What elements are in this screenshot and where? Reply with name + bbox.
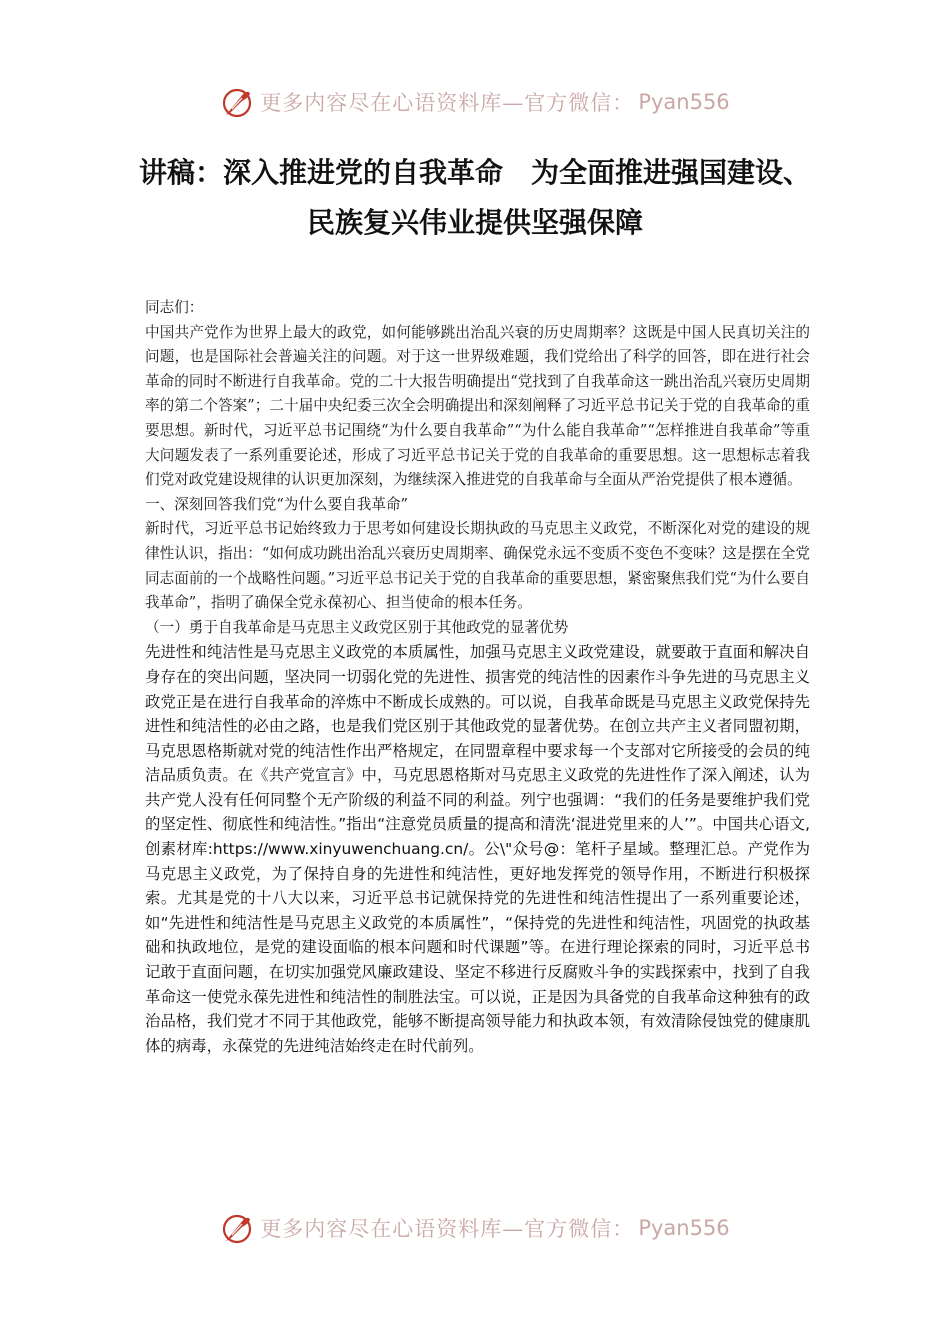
- quill-pen-circle-icon: [220, 1211, 254, 1245]
- document-body: [145, 296, 810, 1058]
- section-1-heading: 一、深刻回答我们党“为什么要自我革命”: [145, 495, 409, 513]
- subsection-1-paragraph: 先进性和纯洁性是马克思主义政党的本质属性，加强马克思主义政党建设，就要敢于直面和解决自身存在的突出问题，坚决同一切弱化党的先进性、损害党的纯洁性的因素作斗争先进的马克思主义政党正是在进行自我革命的淬炼中不断成长成熟的。可以说，自我革命既是马克思主义政党保持先进性和纯洁性的必由之路，也是我们党区别于其他政党的显著优势。在创立共产主义者同盟初期，马克思恩格斯就对党的纯洁性作出严格规定，在同盟章程中要求每一个支部对它所接受的会员的纯洁品质负责。在《共产党宣言》中，马克思恩格斯对马克思主义政党的先进性作了深入阐述，认为共产党人没有任何同整个无产阶级的利益不同的利益。列宁也强调：“我们的任务是要维护我们党的坚定性、彻底性和纯洁性。”指出“注意党员质量的提高和清洗‘混进党里来的人’”。中国共心语文,创素材库:https://www.xinyuwenchuang.cn/。公\"众号@：笔杆子星域。整理汇总。产党作为马克思主义政党，为了保持自身的先进性和纯洁性，更好地发挥党的领导作用，不断进行积极探索。尤其是党的十八大以来，习近平总书记就保持党的先进性和纯洁性提出了一系列重要论述，如“先进性和纯洁性是马克思主义政党的本质属性”，“保持党的先进性和纯洁性，巩固党的执政基础和执政地位，是党的建设面临的根本问题和时代课题”等。在进行理论探索的同时，习近平总书记敢于直面问题，在切实加强党风廉政建设、坚定不移进行反腐败斗争的实践探索中，找到了自我革命这一使党永葆先进性和纯洁性的制胜法宝。可以说，正是因为具备党的自我革命这种独有的政治品格，我们党才不同于其他政党，能够不断提高领导能力和执政本领，有效清除侵蚀党的健康肌体的病毒，永葆党的先进纯洁始终走在时代前列。: [145, 643, 810, 1055]
- title-line-2: 民族复兴伟业提供坚强保障: [306, 206, 643, 239]
- section-1-paragraph: 新时代，习近平总书记始终致力于思考如何建设长期执政的马克思主义政党，不断深化对党的建设的规律性认识，指出：“如何成功跳出治乱兴衰历史周期率、确保党永远不变质不变色不变味？这是摆在全党同志面前的一个战略性问题。”习近平总书记关于党的自我革命的重要思想，紧密聚焦我们党“为什么要自我革命”，指明了确保全党永葆初心、担当使命的根本任务。: [145, 520, 810, 612]
- watermark-id: Pyan556: [638, 90, 730, 114]
- salutation: 同志们：: [145, 299, 204, 316]
- watermark-text: 更多内容尽在心语资料库—官方微信：: [260, 1217, 635, 1241]
- serif-section: [145, 296, 810, 640]
- title-line-1: 讲稿：深入推进党的自我革命 为全面推进强国建设、: [138, 156, 811, 189]
- quill-pen-circle-icon: [220, 85, 254, 119]
- watermark-text: 更多内容尽在心语资料库—官方微信：: [260, 91, 635, 115]
- sans-section: [145, 640, 810, 1058]
- intro-paragraph: 中国共产党作为世界上最大的政党，如何能够跳出治乱兴衰的历史周期率？这既是中国人民真切关注的问题，也是国际社会普遍关注的问题。对于这一世界级难题，我们党给出了科学的回答，即在进行社会革命的同时不断进行自我革命。党的二十大报告明确提出“党找到了自我革命这一跳出治乱兴衰历史周期率的第二个答案”；二十届中央纪委三次全会明确提出和深刻阐释了习近平总书记关于党的自我革命的重要思想。新时代，习近平总书记围绕“为什么要自我革命”“为什么能自我革命”“怎样推进自我革命”等重大问题发表了一系列重要论述，形成了习近平总书记关于党的自我革命的重要思想。这一思想标志着我们党对政党建设规律的认识更加深刻，为继续深入推进党的自我革命与全面从严治党提供了根本遵循。: [145, 323, 810, 489]
- watermark-banner-top: [0, 82, 950, 122]
- watermark-banner-bottom: [0, 1208, 950, 1248]
- document-title: [60, 148, 890, 248]
- watermark-id: Pyan556: [638, 1216, 730, 1240]
- subsection-1-heading: （一）勇于自我革命是马克思主义政党区别于其他政党的显著优势: [145, 618, 569, 636]
